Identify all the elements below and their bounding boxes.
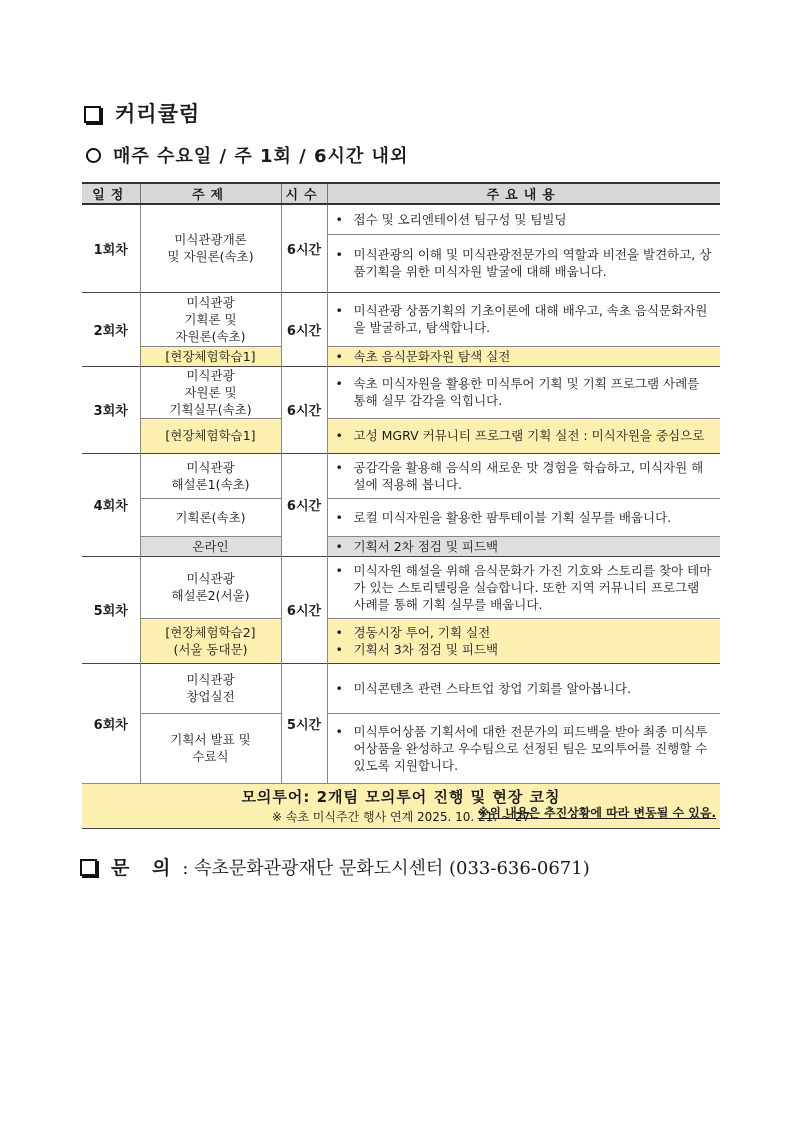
session-label: 1회차	[82, 204, 140, 292]
footer-subtitle: ※ 속초 미식주간 행사 연계 2025. 10. 21. ~ 27	[271, 809, 531, 824]
circle-bullet-icon	[86, 148, 101, 163]
topic-cell: 미식관광 창업실전	[140, 663, 281, 713]
contact-value: : 속초문화관광재단 문화도시센터 (033-636-0671)	[182, 857, 590, 879]
table-row	[82, 556, 720, 618]
content-cell: • 미식콘텐츠 관련 스타트업 창업 기회를 알아봅니다.	[327, 663, 720, 713]
session-label: 2회차	[82, 292, 140, 366]
content-item: 미식관광의 이해 및 미식관광전문가의 역할과 비전을 발견하고, 상품기획을 위한 미식자원 발굴에 대해 배웁니다.	[353, 247, 712, 279]
content-item: 고성 MGRV 커뮤니티 프로그램 기획 실전 : 미식자원을 중심으로	[353, 428, 705, 443]
header-hours: 시수	[281, 183, 327, 204]
hours-cell: 6시간	[281, 453, 327, 556]
contact-line	[80, 853, 590, 880]
table-row	[82, 366, 720, 418]
field-topic-cell: [현장체험학습2] (서울 동대문)	[140, 618, 281, 663]
topic-cell: 미식관광 해설론1(속초)	[140, 453, 281, 498]
field-content-cell: • 고성 MGRV 커뮤니티 프로그램 기획 실전 : 미식자원을 중심으로	[327, 418, 720, 453]
content-item: 미식투어상품 기획서에 대한 전문가의 피드백을 받아 최종 미식투어상품을 완성하고 우수팀으로 선정된 팀은 모의투어를 진행할 수 있도록 지원합니다.	[353, 723, 708, 773]
online-content-cell: • 기획서 2차 점검 및 피드백	[327, 536, 720, 556]
content-cell: • 미식투어상품 기획서에 대한 전문가의 피드백을 받아 최종 미식투어상품을 완성하고 우수팀으로 선정된 팀은 모의투어를 진행할 수 있도록 지원합니다.	[327, 713, 720, 783]
table-row	[82, 292, 720, 346]
content-item: 속초 미식자원을 활용한 미식투어 기획 및 기획 프로그램 사례를 통해 실무 감각을 익힙니다.	[353, 376, 700, 408]
table-row	[82, 536, 720, 556]
session-label: 6회차	[82, 663, 140, 783]
content-cell: • 공감각을 활용해 음식의 새로운 맛 경험을 학습하고, 미식자원 해설에 적용해 봅니다.	[327, 453, 720, 498]
hours-cell: 6시간	[281, 366, 327, 453]
checkbox-square-icon	[80, 859, 97, 876]
curriculum-table	[82, 182, 720, 829]
hours-cell: 5시간	[281, 663, 327, 783]
content-item: 기획서 2차 점검 및 피드백	[353, 538, 499, 554]
content-item: 경동시장 투어, 기획 실전	[353, 624, 491, 640]
topic-cell: 미식관광 자원론 및 기획실무(속초)	[140, 366, 281, 418]
content-cell: • 미식자원 해설을 위해 음식문화가 가진 기호와 스토리를 찾아 테마가 있는 스토리텔링을 실습합니다. 또한 지역 커뮤니티 프로그램 사례를 통해 기획 실무를 배웁니다.	[327, 556, 720, 618]
table-row	[82, 618, 720, 663]
online-topic-cell: 온라인	[140, 536, 281, 556]
footer-title: 모의투어: 2개팀 모의투어 진행 및 현장 코칭	[241, 787, 561, 806]
table-row	[82, 453, 720, 498]
content-cell: • 미식관광 상품기획의 기초이론에 대해 배우고, 속초 음식문화자원을 발굴하고, 탐색합니다.	[327, 292, 720, 346]
content-cell: • 로컬 미식자원을 활용한 팜투테이블 기획 실무를 배웁니다.	[327, 498, 720, 536]
schedule-subheading	[86, 142, 408, 168]
header-topic: 주제	[140, 183, 281, 204]
topic-cell: 미식관광 기획론 및 자원론(속초)	[140, 292, 281, 346]
content-item: 미식관광 상품기획의 기초이론에 대해 배우고, 속초 음식문화자원을 발굴하고, 탐색합니다.	[353, 303, 708, 335]
contact-label: 문 의	[111, 857, 179, 879]
table-row	[82, 346, 720, 366]
content-item: 로컬 미식자원을 활용한 팜투테이블 기획 실무를 배웁니다.	[353, 509, 672, 525]
table-row	[82, 713, 720, 783]
content-item: 기획서 3차 점검 및 피드백	[353, 641, 499, 657]
checkbox-square-icon	[84, 106, 101, 123]
table-row	[82, 204, 720, 234]
header-schedule: 일정	[82, 183, 140, 204]
change-notice: ※위 내용은 추진상황에 따라 변동될 수 있음.	[477, 806, 716, 820]
topic-cell: 미식관광개론 및 자원론(속초)	[140, 204, 281, 292]
session-label: 5회차	[82, 556, 140, 663]
field-topic-cell: [현장체험학습1]	[140, 346, 281, 366]
topic-cell: 기획서 발표 및 수료식	[140, 713, 281, 783]
content-cell: • 속초 미식자원을 활용한 미식투어 기획 및 기획 프로그램 사례를 통해 실무 감각을 익힙니다.	[327, 366, 720, 418]
section-heading	[84, 98, 200, 128]
subheading-text: 매주 수요일 / 주 1회 / 6시간 내외	[113, 146, 409, 167]
field-content-cell: • 경동시장 투어, 기획 실전 • 기획서 3차 점검 및 피드백	[327, 618, 720, 663]
field-topic-cell: [현장체험학습1]	[140, 418, 281, 453]
content-item: 속초 음식문화자원 탐색 실전	[353, 348, 511, 364]
header-content: 주요내용	[327, 183, 720, 204]
content-item: 공감각을 활용해 음식의 새로운 맛 경험을 학습하고, 미식자원 해설에 적용해 봅니다.	[353, 459, 704, 492]
content-cell: • 미식관광의 이해 및 미식관광전문가의 역할과 비전을 발견하고, 상품기획을 위한 미식자원 발굴에 대해 배웁니다.	[327, 234, 720, 292]
table-row	[82, 663, 720, 713]
hours-cell: 6시간	[281, 204, 327, 292]
field-content-cell: • 속초 음식문화자원 탐색 실전	[327, 346, 720, 366]
content-cell: • 접수 및 오리엔테이션 팀구성 및 팀빌딩	[327, 204, 720, 234]
hours-cell: 6시간	[281, 556, 327, 663]
session-label: 4회차	[82, 453, 140, 556]
topic-cell: 기획론(속초)	[140, 498, 281, 536]
hours-cell: 6시간	[281, 292, 327, 366]
content-item: 미식자원 해설을 위해 음식문화가 가진 기호와 스토리를 찾아 테마가 있는 스토리텔링을 실습합니다. 또한 지역 커뮤니티 프로그램 사례를 통해 기획 실무를 배웁니다.	[353, 562, 712, 612]
topic-cell: 미식관광 해설론2(서울)	[140, 556, 281, 618]
content-item: 미식콘텐츠 관련 스타트업 창업 기회를 알아봅니다.	[353, 680, 631, 696]
heading-text: 커리큘럼	[115, 102, 201, 126]
content-item: 접수 및 오리엔테이션 팀구성 및 팀빌딩	[353, 211, 567, 227]
session-label: 3회차	[82, 366, 140, 453]
table-header-row	[82, 183, 720, 204]
table-row	[82, 418, 720, 453]
table-row	[82, 498, 720, 536]
